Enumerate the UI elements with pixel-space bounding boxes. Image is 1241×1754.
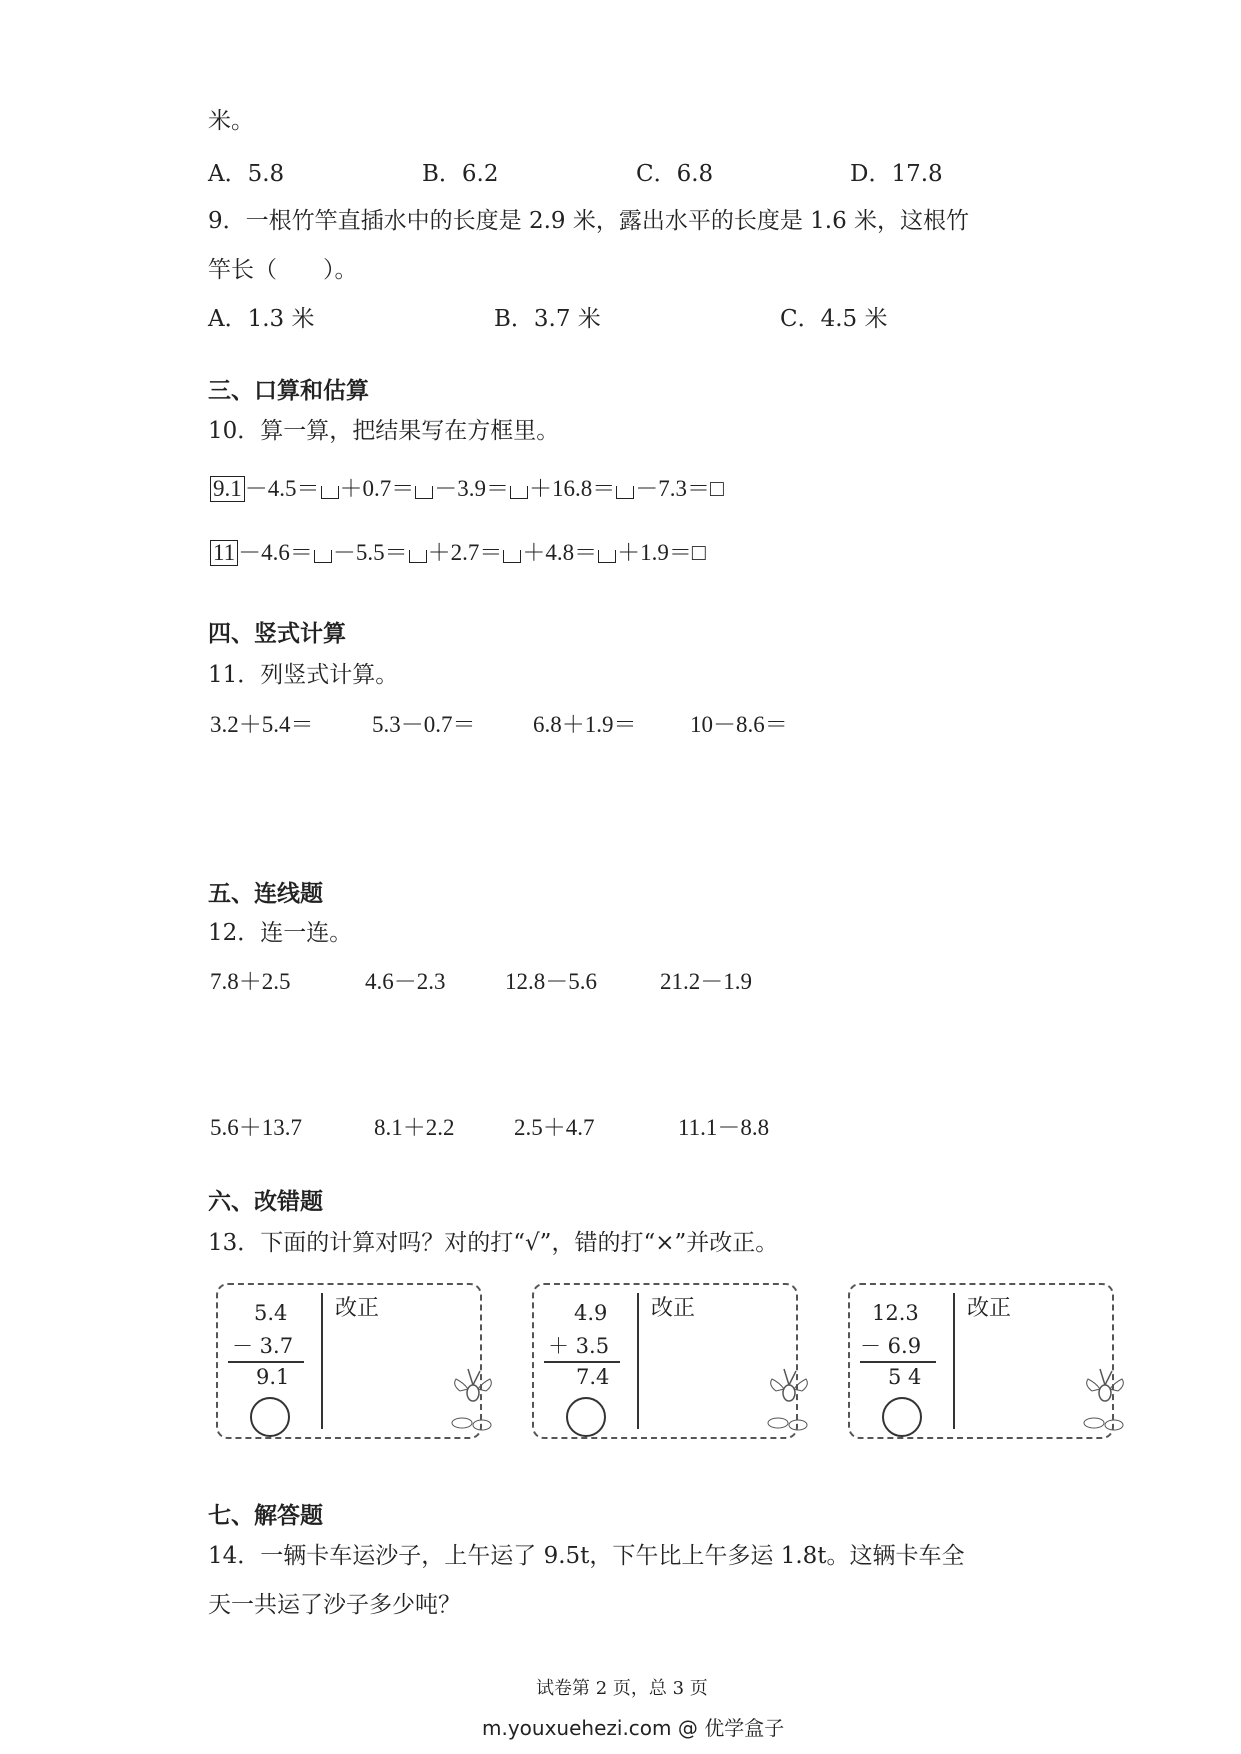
answer-box[interactable] [510,486,528,499]
q8-tail: 米。 [208,108,254,134]
q12-top-1[interactable]: 7.8＋2.5 [210,969,291,994]
q8-option-a: A．5.8 [208,161,285,187]
watermark-url[interactable]: m.youxuehezi.com @ 优学盒子 [482,1716,785,1740]
q12-top-3[interactable]: 12.8－5.6 [505,969,597,994]
correction-card-1: 5.4 － 3.7 9.1 改正 [216,1283,482,1439]
q12-bottom-1[interactable]: 5.6＋13.7 [210,1115,302,1140]
judgment-circle[interactable] [250,1397,290,1437]
q9-option-a: A．1.3 米 [208,306,315,332]
q12-bottom-2[interactable]: 8.1＋2.2 [374,1115,455,1140]
section3-title: 三、口算和估算 [208,378,369,404]
q12-prompt: 12．连一连。 [208,920,353,946]
q14-line2: 天一共运了沙子多少吨？ [208,1592,461,1618]
q10-row2: 11 －4.6＝ －5.5＝ ＋2.7＝ ＋4.8＝ ＋1.9＝□ [210,534,706,567]
correction-card-3: 12.3 － 6.9 5 4 改正 [848,1283,1114,1439]
answer-box[interactable] [314,550,332,563]
judgment-circle[interactable] [882,1397,922,1437]
q10-row1: 9.1 －4.5＝ ＋0.7＝ －3.9＝ ＋16.8＝ －7.3＝□ [210,470,724,503]
q14-line1: 14．一辆卡车运沙子，上午运了 9.5t，下午比上午多运 1.8t。这辆卡车全 [208,1543,965,1569]
section6-title: 六、改错题 [208,1189,323,1215]
correction-label: 改正 [651,1296,696,1321]
q10-prompt: 10．算一算，把结果写在方框里。 [208,418,560,444]
section4-title: 四、竖式计算 [208,621,346,647]
dragonfly-icon [450,1365,496,1433]
correction-card-2: 4.9 ＋ 3.5 7.4 改正 [532,1283,798,1439]
q11-item-2: 5.3－0.7＝ [372,712,476,737]
answer-box[interactable] [415,486,433,499]
q9-option-c: C．4.5 米 [780,306,888,332]
q9-line1: 9．一根竹竿直插水中的长度是 2.9 米，露出水平的长度是 1.6 米，这根竹 [208,208,970,234]
q12-top-4[interactable]: 21.2－1.9 [660,969,752,994]
q11-item-4: 10－8.6＝ [690,712,788,737]
q10-row1-start: 9.1 [210,476,245,502]
q10-row2-start: 11 [210,540,238,566]
answer-box[interactable] [503,550,521,563]
q8-option-b: B．6.2 [422,161,499,187]
judgment-circle[interactable] [566,1397,606,1437]
correction-label: 改正 [967,1296,1012,1321]
q8-option-d: D．17.8 [850,161,943,187]
final-answer-box[interactable]: □ [691,540,706,565]
dragonfly-icon [766,1365,812,1433]
answer-box[interactable] [321,486,339,499]
q11-item-1: 3.2＋5.4＝ [210,712,314,737]
q11-prompt: 11．列竖式计算。 [208,662,399,688]
final-answer-box[interactable]: □ [710,476,724,501]
q12-bottom-3[interactable]: 2.5＋4.7 [514,1115,595,1140]
answer-box[interactable] [409,550,427,563]
q11-item-3: 6.8＋1.9＝ [533,712,637,737]
answer-box[interactable] [616,486,634,499]
q12-top-2[interactable]: 4.6－2.3 [365,969,446,994]
q9-line2: 竿长（ ）。 [208,257,358,283]
q13-prompt: 13．下面的计算对吗？对的打“√”，错的打“×”并改正。 [208,1230,779,1256]
answer-box[interactable] [598,550,616,563]
correction-label: 改正 [335,1296,380,1321]
section5-title: 五、连线题 [208,881,323,907]
q12-bottom-4[interactable]: 11.1－8.8 [678,1115,770,1140]
q8-option-c: C．6.8 [636,161,714,187]
page-footer: 试卷第 2 页，总 3 页 [536,1678,708,1699]
dragonfly-icon [1082,1365,1128,1433]
q9-option-b: B．3.7 米 [494,306,601,332]
section7-title: 七、解答题 [208,1503,323,1529]
